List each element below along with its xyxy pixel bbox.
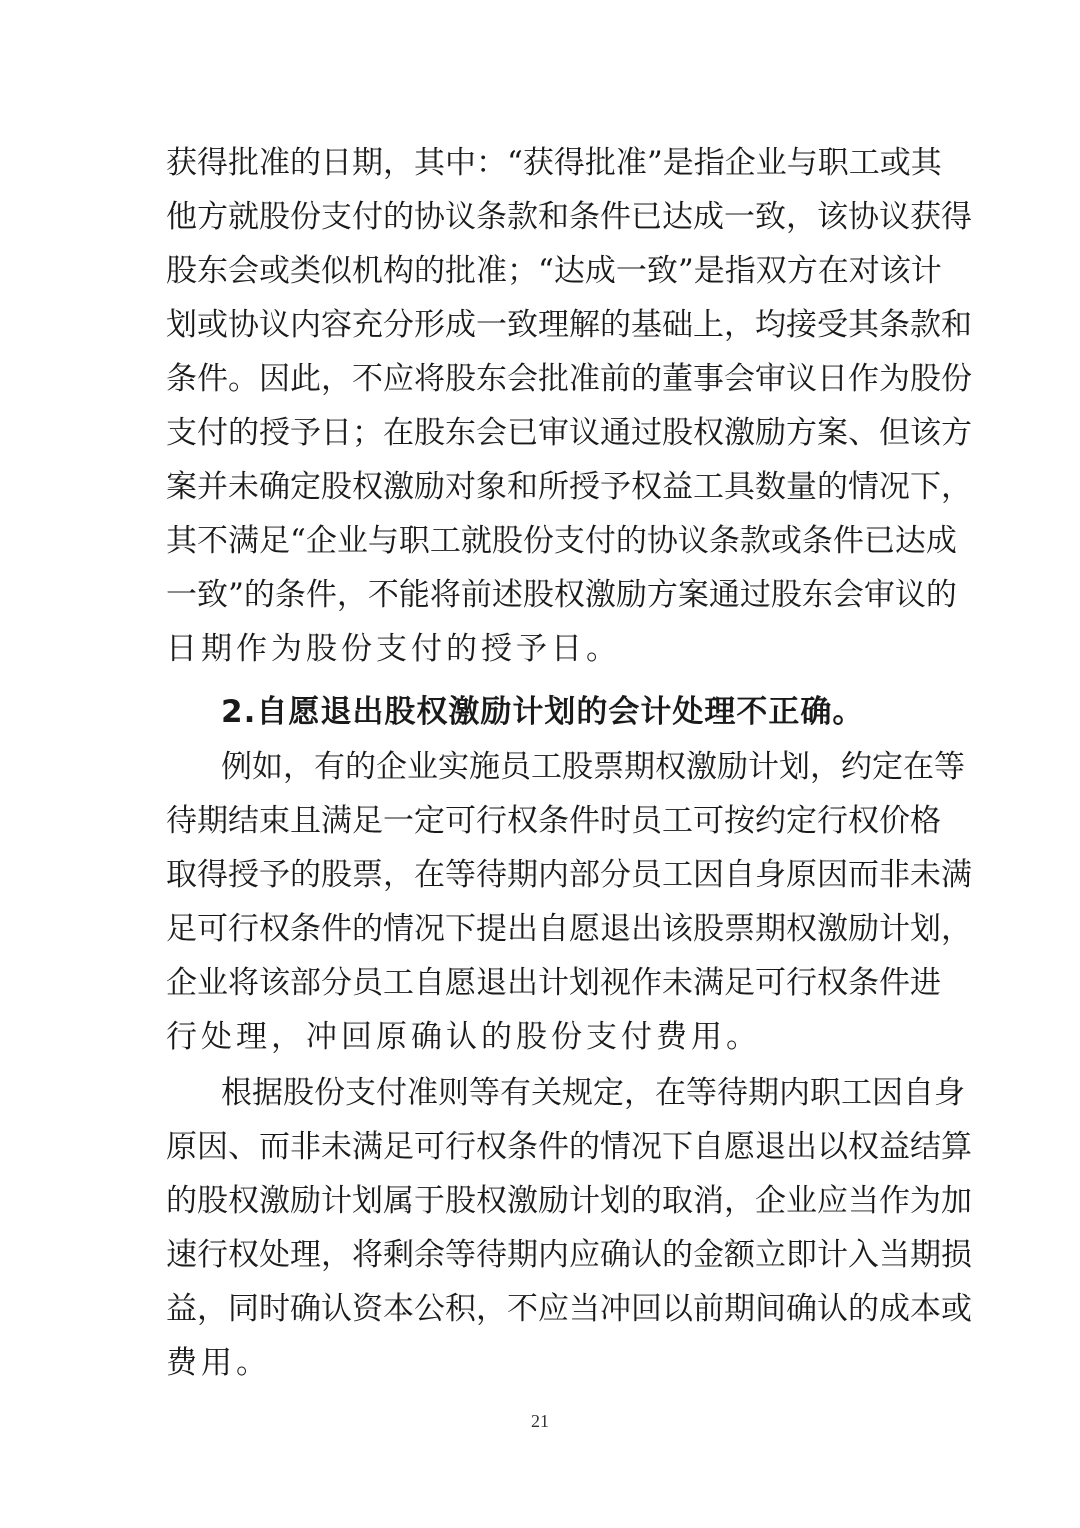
text-line: 获得批准的日期，其中：“获得批准”是指企业与职工或其 <box>166 145 942 181</box>
text-line: 一致”的条件，不能将前述股权激励方案通过股东会审议的 <box>166 577 957 613</box>
text-line: 他方就股份支付的协议条款和条件已达成一致，该协议获得 <box>166 199 972 235</box>
text-line: 案并未确定股权激励对象和所授予权益工具数量的情况下， <box>166 469 972 505</box>
text-line: 条件。因此，不应将股东会批准前的董事会审议日作为股份 <box>166 361 972 397</box>
text-line: 日期作为股份支付的授予日。 <box>166 631 621 667</box>
text-line: 足可行权条件的情况下提出自愿退出该股票期权激励计划， <box>166 911 972 947</box>
text-line: 益，同时确认资本公积，不应当冲回以前期间确认的成本或 <box>166 1291 972 1327</box>
text-line: 速行权处理，将剩余等待期内应确认的金额立即计入当期损 <box>166 1237 972 1273</box>
section-heading: 2.自愿退出股权激励计划的会计处理不正确。 <box>221 694 865 730</box>
text-line: 原因、而非未满足可行权条件的情况下自愿退出以权益结算 <box>166 1129 972 1165</box>
text-line: 支付的授予日；在股东会已审议通过股权激励方案、但该方 <box>166 415 972 451</box>
text-line: 待期结束且满足一定可行权条件时员工可按约定行权价格 <box>166 803 941 839</box>
text-line: 的股权激励计划属于股权激励计划的取消，企业应当作为加 <box>166 1183 972 1219</box>
text-line: 划或协议内容充分形成一致理解的基础上，均接受其条款和 <box>166 307 972 343</box>
text-line: 例如，有的企业实施员工股票期权激励计划，约定在等 <box>221 749 965 785</box>
page-number: 21 <box>531 1411 549 1431</box>
text-line: 根据股份支付准则等有关规定，在等待期内职工因自身 <box>221 1075 965 1111</box>
text-line: 股东会或类似机构的批准；“达成一致”是指双方在对该计 <box>166 253 942 289</box>
text-line: 取得授予的股票，在等待期内部分员工因自身原因而非未满 <box>166 857 972 893</box>
text-line: 行处理，冲回原确认的股份支付费用。 <box>166 1019 761 1055</box>
text-line: 其不满足“企业与职工就股份支付的协议条款或条件已达成 <box>166 523 957 559</box>
text-line: 费用。 <box>166 1345 271 1381</box>
text-line: 企业将该部分员工自愿退出计划视作未满足可行权条件进 <box>166 965 941 1001</box>
